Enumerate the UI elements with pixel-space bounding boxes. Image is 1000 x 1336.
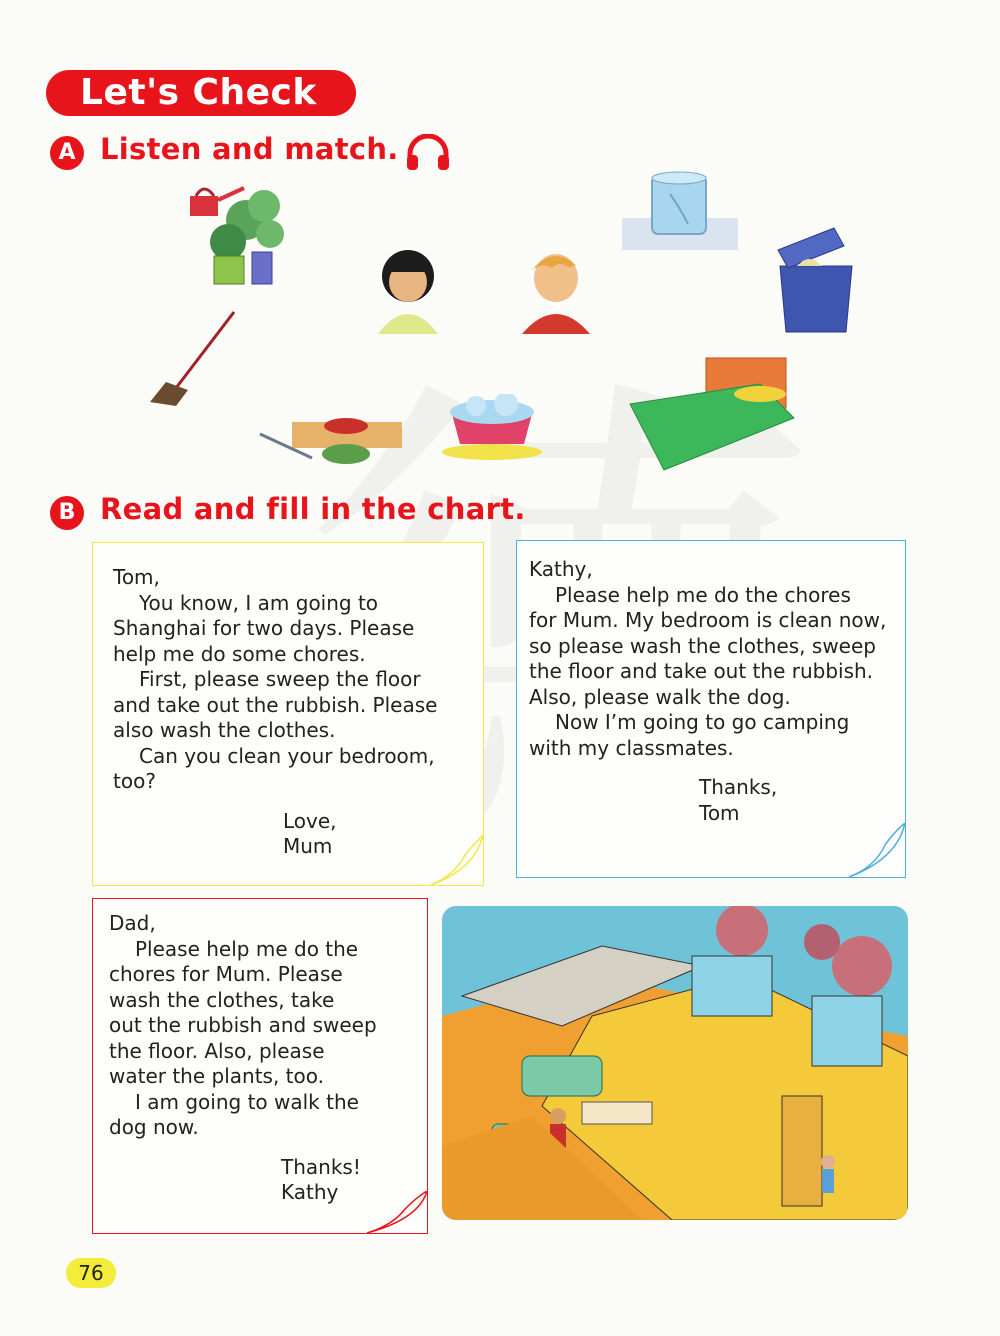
note-line: First, please sweep the floor — [139, 667, 421, 691]
note-from-mum — [92, 542, 484, 886]
note-line: chores for Mum. Please — [109, 962, 343, 986]
section-a-letter: A — [50, 136, 84, 170]
note-line: I am going to walk the — [135, 1089, 359, 1114]
boy-character-image — [518, 240, 594, 334]
note-signoff: Thanks! — [281, 1154, 361, 1179]
note-line: Can you clean your bedroom, — [139, 743, 435, 768]
headphones-icon — [404, 134, 452, 172]
note-line: the floor and take out the rubbish. — [529, 659, 874, 683]
section-b-letter: B — [50, 496, 84, 530]
note-line: so please wash the clothes, sweep — [529, 633, 876, 658]
note-from-kathy — [92, 898, 428, 1234]
washing-basin-image — [440, 394, 544, 460]
curled-corner-icon — [359, 1191, 429, 1235]
glass-tank-image — [620, 170, 740, 252]
note-line: water the plants, too. — [109, 1064, 324, 1088]
note-line: help me do some chores. — [113, 641, 366, 666]
note-line: and take out the rubbish. Please — [113, 692, 438, 717]
rubbish-bin-image — [774, 226, 858, 334]
curled-corner-icon — [425, 835, 485, 887]
note-line: too? — [113, 769, 156, 793]
note-line: also wash the clothes. — [113, 718, 336, 742]
note-line: Tom, — [113, 565, 160, 589]
broom-image — [146, 308, 242, 408]
section-a-title: Listen and match. — [100, 132, 399, 166]
note-signature: Tom — [699, 800, 740, 825]
note-signature: Mum — [283, 834, 333, 858]
page-title: Let's Check — [46, 70, 356, 116]
note-line: with my classmates. — [529, 735, 734, 760]
note-line: Dad, — [109, 911, 156, 935]
curled-corner-icon — [843, 823, 907, 879]
note-line: Kathy, — [529, 557, 593, 581]
note-line: out the rubbish and sweep — [109, 1013, 377, 1037]
note-from-tom — [516, 540, 906, 878]
watering-can-plants-image — [184, 172, 304, 290]
section-b-title: Read and fill in the chart. — [100, 492, 526, 526]
note-signoff: Thanks, — [699, 775, 778, 799]
bed-image — [610, 354, 796, 472]
page-number: 76 — [66, 1258, 116, 1288]
note-signature: Kathy — [281, 1180, 339, 1204]
note-line: the floor. Also, please — [109, 1038, 325, 1063]
note-line: Also, please walk the dog. — [529, 684, 791, 709]
note-line: Please help me do the — [135, 936, 359, 961]
note-line: Now I’m going to go camping — [555, 710, 850, 734]
note-line: wash the clothes, take — [109, 987, 335, 1012]
note-line: dog now. — [109, 1115, 199, 1139]
note-line: Please help me do the chores — [555, 582, 851, 607]
girl-character-image — [372, 240, 444, 334]
messy-house-illustration — [442, 906, 908, 1220]
cooking-food-image — [252, 408, 412, 470]
note-signoff: Love, — [283, 808, 337, 833]
note-line: for Mum. My bedroom is clean now, — [529, 608, 887, 632]
note-line: You know, I am going to — [139, 590, 379, 615]
note-line: Shanghai for two days. Please — [113, 616, 415, 640]
